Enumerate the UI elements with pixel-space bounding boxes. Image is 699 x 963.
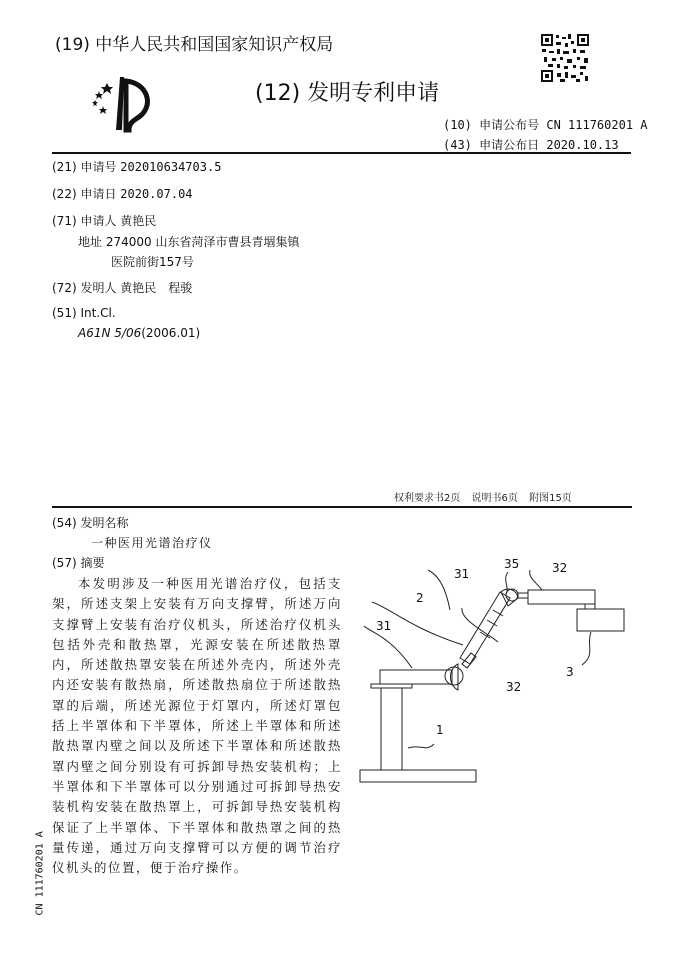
figure-label-1: 1 — [436, 723, 444, 737]
figure-label-31-left: 31 — [376, 619, 392, 633]
abstract-label: (57) 摘要 — [52, 556, 105, 570]
address-line-1: 274000 山东省菏泽市曹县青堌集镇 — [105, 235, 300, 249]
qr-code — [540, 33, 590, 83]
support-arm — [460, 592, 510, 664]
application-date-value: 2020.07.04 — [120, 187, 193, 201]
issuing-office: (19) 中华人民共和国国家知识产权局 — [55, 35, 334, 55]
side-publication-number — [30, 820, 48, 920]
column — [381, 688, 402, 770]
header-divider — [52, 152, 631, 154]
application-number-label: (21) 申请号 — [52, 160, 117, 174]
publication-date-label: (43) 申请公布日 — [443, 138, 540, 152]
applicant-value: 黄艳民 — [120, 214, 157, 228]
treatment-head — [577, 609, 624, 631]
ipc-version: (2006.01) — [141, 326, 201, 340]
base-plate — [360, 770, 476, 782]
inventors-value: 黄艳民 程骏 — [120, 281, 193, 295]
inventors — [52, 279, 192, 296]
cnipa-logo — [85, 75, 160, 135]
ipc-label: (51) Int.Cl. — [52, 306, 116, 320]
pages-divider — [52, 506, 632, 508]
column-cap — [371, 684, 412, 688]
pages-summary: 权利要求书2页 说明书6页 附图15页 — [394, 493, 572, 504]
side-publication-number-text: CN 111760201 A — [34, 831, 46, 916]
figure-label-2: 2 — [416, 591, 424, 605]
application-number — [52, 158, 221, 175]
lower-arm — [380, 670, 452, 684]
document-kind: (12) 发明专利申请 — [255, 81, 440, 106]
applicant-label: (71) 申请人 — [52, 214, 117, 228]
figure-label-35: 35 — [504, 557, 520, 571]
figure-label-31-top: 31 — [454, 567, 470, 581]
publication-date — [443, 136, 619, 153]
invention-title: 一种医用光谱治疗仪 — [91, 536, 213, 550]
inventors-label: (72) 发明人 — [52, 281, 117, 295]
application-number-value: 202010634703.5 — [120, 160, 222, 174]
address-line-2: 医院前街157号 — [111, 255, 194, 269]
publication-number-label: (10) 申请公布号 — [443, 118, 540, 132]
publication-number-value: CN 111760201 A — [546, 118, 648, 132]
star-icon — [101, 83, 113, 94]
figure-label-32-lower: 32 — [506, 680, 522, 694]
figure-label-32-upper: 32 — [552, 561, 568, 575]
invention-title-label: (54) 发明名称 — [52, 516, 129, 530]
abstract-text: 本发明涉及一种医用光谱治疗仪，包括支架，所述支架上安装有万向支撑臂，所述万向支撑臂上安装有治疗仪机头，所述治疗仪机头包括外壳和散热罩，光源安装在所述散热罩内，所述散热罩安装在所述外壳内，所述外壳内还安装有散热扇，所述散热扇位于所述散热罩的后端，所述光源位于灯罩内，所述灯罩包括上半罩体和下半罩体，所述上半罩体和所述散热罩内壁之间以及所述下半罩体和所述散热罩内壁之间分别设有可拆卸导热安装机构；上半罩体和下半罩体可以分别通过可拆卸导热安装机构安装在散热罩上，可拆卸导热安装机构保证了上半罩体、下半罩体和散热罩之间的热量传递，通过万向支撑臂可以方便的调节治疗仪机头的位置，便于治疗操作。 — [52, 576, 342, 876]
figure-label-3: 3 — [566, 665, 574, 679]
upper-arm — [528, 590, 595, 604]
application-date-label: (22) 申请日 — [52, 187, 117, 201]
publication-date-value: 2020.10.13 — [546, 138, 619, 152]
abstract-figure — [350, 550, 650, 790]
publication-number — [443, 116, 648, 133]
ipc-classification — [78, 326, 200, 340]
applicant — [52, 212, 156, 229]
address — [78, 233, 299, 250]
ipc-code: A61N 5/06 — [78, 326, 142, 340]
address-label: 地址 — [78, 235, 103, 249]
application-date — [52, 185, 193, 202]
